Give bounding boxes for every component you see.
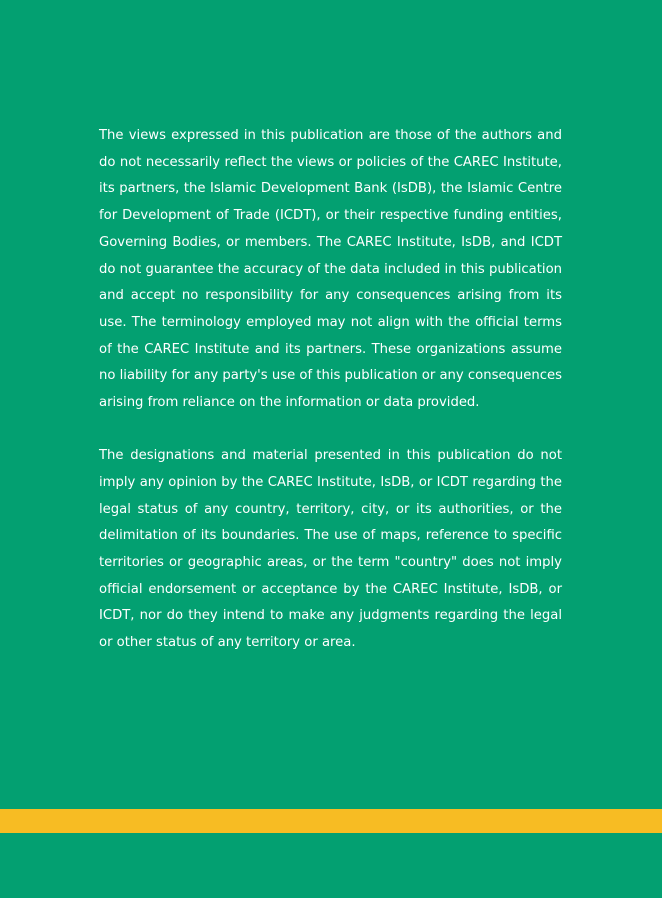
disclaimer-text-block bbox=[99, 123, 562, 657]
disclaimer-paragraph-views: The views expressed in this publication are those of the authors and do not necessarily reflect the views or policies of the CAREC Institute, its partners, the Islamic Development Bank (IsDB), the Islamic Centre for Development of Trade (ICDT), or their respective funding entities, Governing Bodies, or members. The CAREC Institute, IsDB, and ICDT do not guarantee the accuracy of the data included in this publication and accept no responsibility for any consequences arising from its use. The terminology employed may not align with the official terms of the CAREC Institute and its partners. These organizations assume no liability for any party's use of this publication or any consequences arising from reliance on the information or data provided. bbox=[99, 128, 562, 411]
disclaimer-paragraph-designations: The designations and material presented in this publication do not imply any opinion by the CAREC Institute, IsDB, or ICDT regarding the legal status of any country, territory, city, or its authorities, or the delimitation of its boundaries. The use of maps, reference to specific territories or geographic areas, or the term "country" does not imply official endorsement or acceptance by the CAREC Institute, IsDB, or ICDT, nor do they intend to make any judgments regarding the legal or other status of any territory or area. bbox=[99, 448, 562, 651]
decorative-yellow-band bbox=[0, 809, 662, 833]
